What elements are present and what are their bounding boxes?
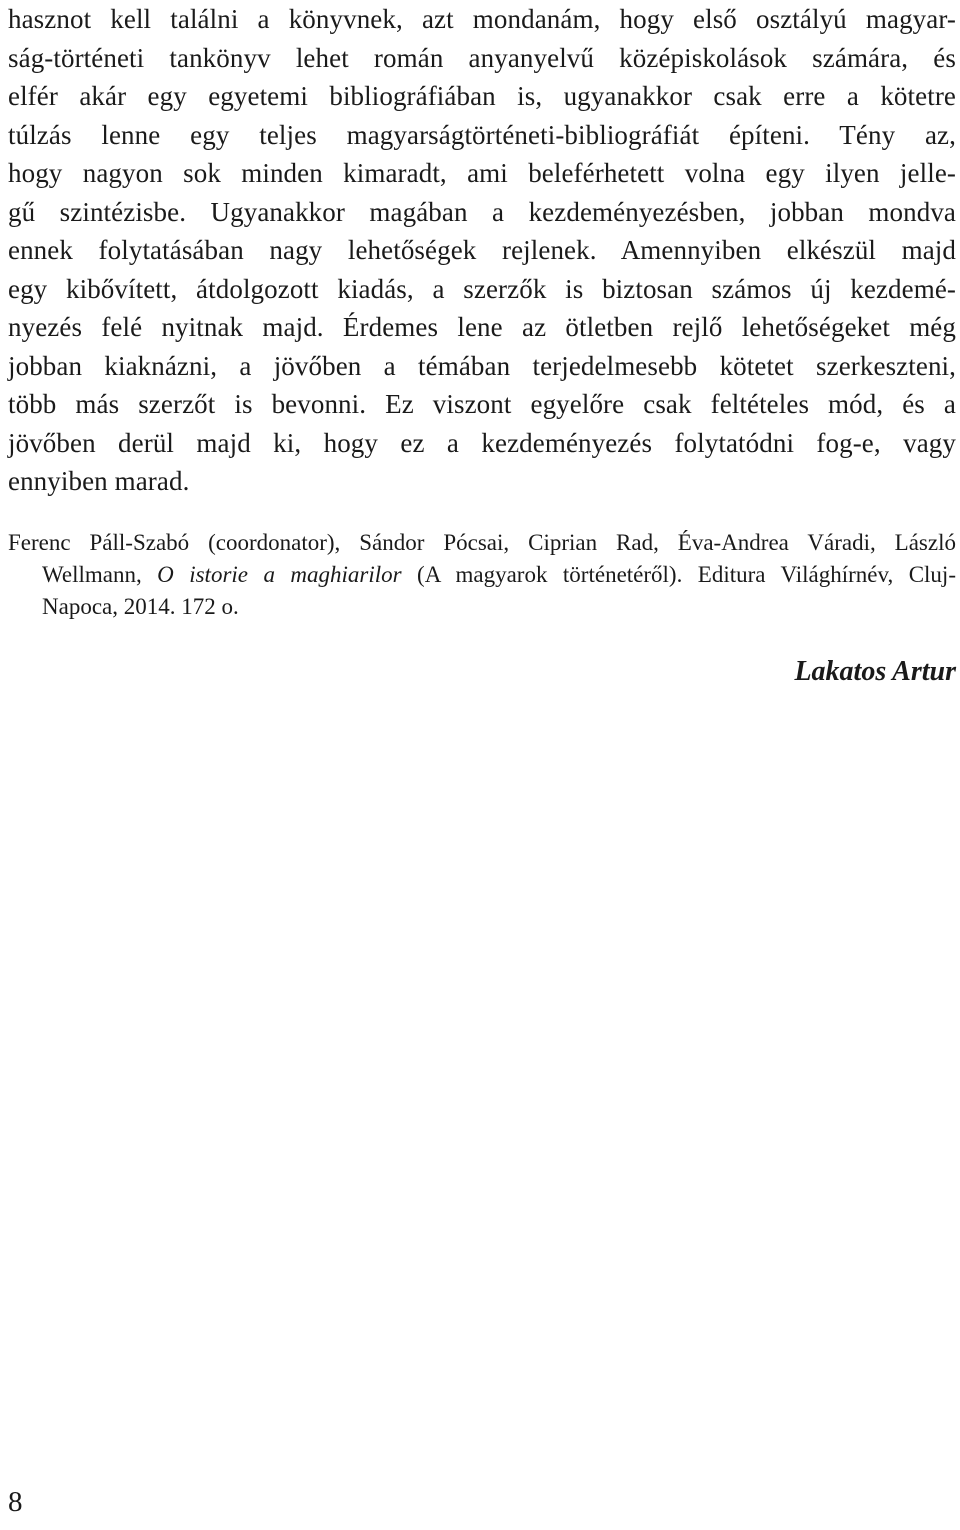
reference-line-title bbox=[8, 559, 956, 591]
body-line: ennyiben marad. bbox=[8, 466, 190, 496]
review-body-text bbox=[8, 0, 956, 501]
reference-line-place-year: Napoca, 2014. 172 o. bbox=[42, 594, 239, 619]
body-line: túlzás lenne egy teljes magyarságtörténeti-bibliográfiát építeni. Tény az, bbox=[8, 119, 956, 150]
body-line: nyezés felé nyitnak majd. Érdemes lene az ötletben rejlő lehetőségeket még bbox=[8, 312, 956, 342]
reference-line-authors: Ferenc Páll-Szabó (coordonator), Sándor Pócsai, Ciprian Rad, Éva-Andrea Váradi, László bbox=[8, 530, 956, 555]
book-title: O istorie a maghiarilor bbox=[157, 562, 402, 587]
body-line: jövőben derül majd ki, hogy ez a kezdeményezés folytatódni fog-e, vagy bbox=[8, 427, 956, 458]
reference-line-prefix: Wellmann, bbox=[42, 562, 158, 587]
body-line: elfér akár egy egyetemi bibliográfiában is, ugyanakkor csak erre a kötetre bbox=[8, 81, 956, 111]
body-line: gű szintézisbe. Ugyanakkor magában a kezdeményezésben, jobban mondva bbox=[8, 196, 956, 227]
body-line: hogy nagyon sok minden kimaradt, ami beleférhetett volna egy ilyen jelle- bbox=[8, 158, 956, 188]
body-line: egy kibővített, átdolgozott kiadás, a szerzők is biztosan számos új kezdemé- bbox=[8, 273, 956, 304]
body-line: jobban kiaknázni, a jövőben a témában terjedelmesebb kötetet szerkeszteni, bbox=[8, 350, 956, 381]
body-line: hasznot kell találni a könyvnek, azt mondanám, hogy első osztályú magyar- bbox=[8, 4, 956, 34]
reference-line-publisher: (A magyarok történetéről). Editura Világhírnév, Cluj- bbox=[401, 562, 956, 587]
bibliographic-reference bbox=[8, 527, 956, 623]
body-line: ennek folytatásában nagy lehetőségek rejlenek. Amennyiben elkészül majd bbox=[8, 235, 956, 265]
author-signature: Lakatos Artur bbox=[794, 656, 956, 687]
page-number: 8 bbox=[8, 1486, 23, 1518]
body-line: több más szerzőt is bevonni. Ez viszont egyelőre csak feltételes mód, és a bbox=[8, 389, 956, 419]
body-line: ság-történeti tankönyv lehet román anyanyelvű középiskolások számára, és bbox=[8, 42, 956, 73]
